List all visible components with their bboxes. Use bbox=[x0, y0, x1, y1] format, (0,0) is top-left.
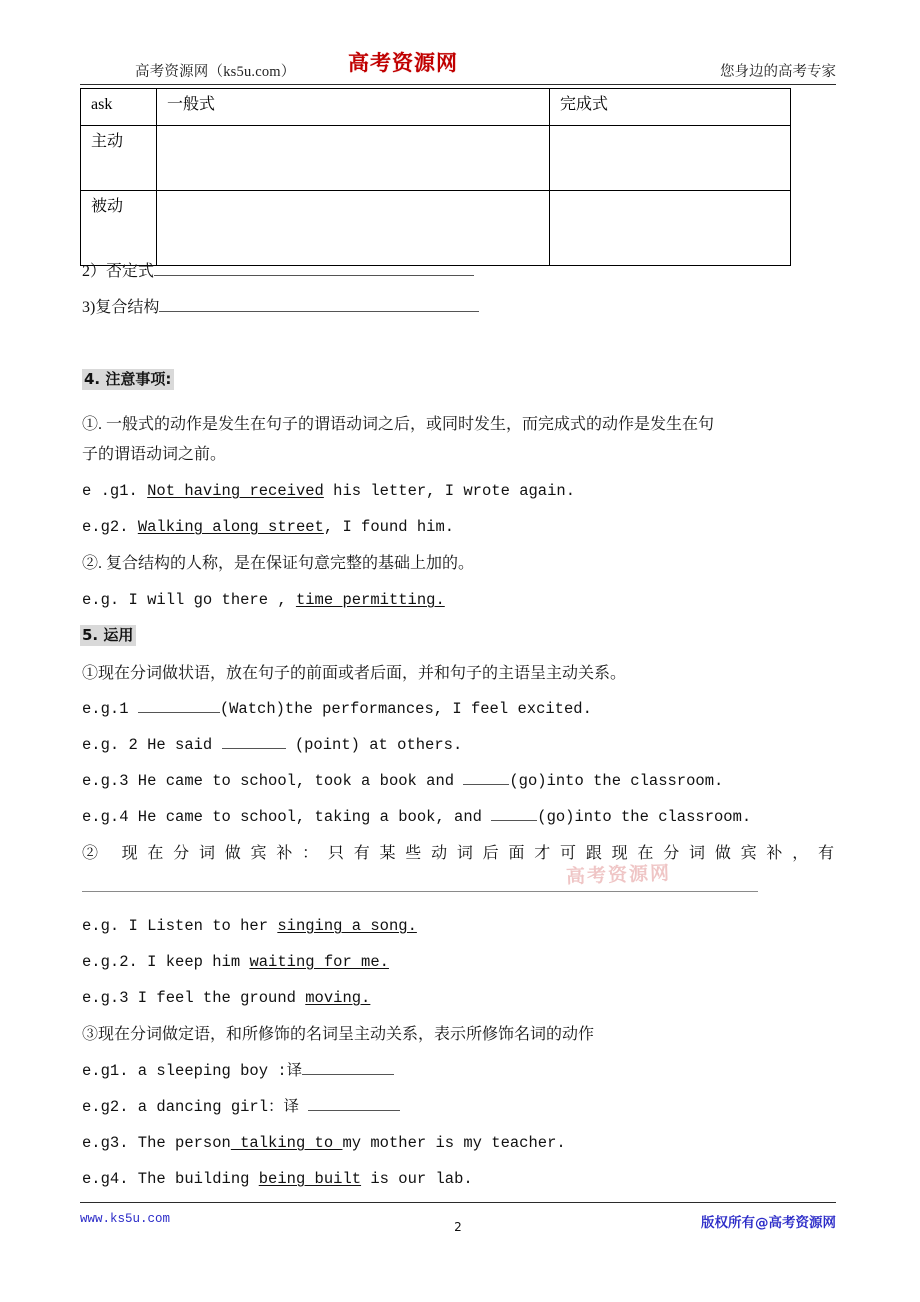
form-item-negative bbox=[82, 260, 474, 284]
example-suffix: (go)into the classroom. bbox=[537, 808, 752, 826]
table-cell-passive-perfect[interactable] bbox=[550, 191, 791, 266]
example-prefix: e.g.3 He came to school, took a book and bbox=[82, 772, 464, 790]
table-row bbox=[81, 89, 791, 126]
header-logo: 高考资源网 bbox=[348, 50, 458, 75]
table-cell-active-general[interactable] bbox=[157, 126, 550, 191]
form-item-compound bbox=[82, 296, 479, 320]
example-prefix: e.g2. a dancing girl：译 bbox=[82, 1098, 309, 1116]
section-5-item-2: ② 现在分词做宾补：只有某些动词后面才可跟现在分词做宾补，有 bbox=[82, 845, 834, 862]
example-underlined: moving. bbox=[305, 989, 371, 1007]
table-header-general: 一般式 bbox=[157, 89, 550, 126]
page-number: 2 bbox=[454, 1220, 462, 1234]
example-prefix: e.g. 2 He said bbox=[82, 736, 222, 754]
form-item-label: 否定式 bbox=[106, 263, 155, 280]
example-underlined: Not having received bbox=[147, 482, 324, 500]
fill-in-blank[interactable] bbox=[222, 748, 286, 749]
example-suffix: , I found him. bbox=[323, 518, 455, 536]
section-4-point-2: ②. 复合结构的人称，是在保证句意完整的基础上加的。 bbox=[82, 555, 475, 572]
fill-in-blank[interactable] bbox=[138, 712, 220, 713]
example-underlined: time permitting. bbox=[295, 591, 445, 609]
footer-divider bbox=[80, 1202, 836, 1203]
section-4-example-3 bbox=[82, 589, 445, 612]
section-5-heading-wrap bbox=[80, 624, 136, 648]
form-item-number: 2） bbox=[82, 263, 107, 280]
example-prefix: e.g.2. I keep him bbox=[82, 953, 250, 971]
example-prefix: e.g3. The person bbox=[82, 1134, 231, 1152]
example-prefix: e.g.4 He came to school, taking a book, and bbox=[82, 808, 492, 826]
table-header-verb: ask bbox=[81, 89, 157, 126]
section-5-example-9 bbox=[82, 1096, 400, 1119]
form-item-number: 3) bbox=[82, 299, 96, 316]
example-prefix: e.g.1 bbox=[82, 700, 138, 718]
table-row-label-active: 主动 bbox=[81, 126, 157, 191]
example-prefix: e.g1. a sleeping boy :译 bbox=[82, 1062, 303, 1080]
example-suffix: his letter, I wrote again. bbox=[323, 482, 576, 500]
table-header-perfect: 完成式 bbox=[550, 89, 791, 126]
header-site-name: 高考资源网（ks5u.com） bbox=[135, 64, 296, 80]
example-underlined: singing a song. bbox=[277, 917, 417, 935]
verb-form-table bbox=[80, 88, 791, 266]
answer-rule bbox=[82, 891, 758, 892]
section-5-example-2 bbox=[82, 734, 462, 757]
section-5-example-5 bbox=[82, 915, 417, 938]
example-suffix: (go)into the classroom. bbox=[509, 772, 724, 790]
table-cell-passive-general[interactable] bbox=[157, 191, 550, 266]
section-4-example-2 bbox=[82, 516, 454, 539]
example-suffix: (point) at others. bbox=[285, 736, 463, 754]
example-prefix: e.g. I will go there , bbox=[82, 591, 296, 609]
section-5-example-4 bbox=[82, 806, 751, 829]
section-5-heading: 5. 运用 bbox=[80, 625, 136, 646]
example-underlined: being built bbox=[258, 1170, 362, 1188]
example-suffix: (Watch)the performances, I feel excited. bbox=[219, 700, 592, 718]
example-underlined: waiting for me. bbox=[249, 953, 389, 971]
table-cell-active-perfect[interactable] bbox=[550, 126, 791, 191]
fill-in-blank[interactable] bbox=[463, 784, 509, 785]
page-header bbox=[80, 52, 836, 84]
section-5-example-1 bbox=[82, 698, 592, 721]
section-5-example-8 bbox=[82, 1060, 394, 1083]
fill-in-blank[interactable] bbox=[302, 1074, 394, 1075]
section-5-item-3: ③现在分词做定语，和所修饰的名词呈主动关系，表示所修饰名词的动作 bbox=[82, 1026, 595, 1043]
header-tagline: 您身边的高考专家 bbox=[720, 64, 836, 80]
page-footer bbox=[80, 1208, 836, 1248]
fill-in-blank[interactable] bbox=[308, 1110, 400, 1111]
example-prefix: e .g1. bbox=[82, 482, 148, 500]
footer-url[interactable]: www.ks5u.com bbox=[80, 1212, 171, 1226]
section-5-example-11 bbox=[82, 1168, 473, 1191]
page-watermark: 高考资源网 bbox=[565, 862, 672, 888]
section-4-point-1: ①. 一般式的动作是发生在句子的谓语动词之后，或同时发生，而完成式的动作是发生在句 bbox=[82, 416, 715, 433]
section-5-example-10 bbox=[82, 1132, 566, 1155]
example-prefix: e.g4. The building bbox=[82, 1170, 259, 1188]
table-row-label-passive: 被动 bbox=[81, 191, 157, 266]
example-suffix: is our lab. bbox=[361, 1170, 473, 1188]
example-suffix: my mother is my teacher. bbox=[342, 1134, 566, 1152]
footer-copyright: 版权所有@高考资源网 bbox=[701, 1215, 836, 1231]
section-4-example-1 bbox=[82, 480, 575, 503]
table-row bbox=[81, 191, 791, 266]
example-underlined: Walking along street bbox=[137, 518, 324, 536]
fill-in-blank[interactable] bbox=[154, 275, 474, 276]
example-prefix: e.g. I Listen to her bbox=[82, 917, 278, 935]
example-underlined: talking to bbox=[230, 1134, 343, 1152]
example-prefix: e.g2. bbox=[82, 518, 138, 536]
fill-in-blank[interactable] bbox=[159, 311, 479, 312]
form-item-label: 复合结构 bbox=[95, 299, 160, 316]
section-5-item-1: ①现在分词做状语，放在句子的前面或者后面，并和句子的主语呈主动关系。 bbox=[82, 665, 627, 682]
section-5-example-6 bbox=[82, 951, 389, 974]
header-divider bbox=[80, 84, 836, 85]
fill-in-blank[interactable] bbox=[491, 820, 537, 821]
example-prefix: e.g.3 I feel the ground bbox=[82, 989, 306, 1007]
section-5-example-7 bbox=[82, 987, 370, 1010]
section-4-heading: 4. 注意事项: bbox=[82, 369, 174, 390]
section-5-example-3 bbox=[82, 770, 723, 793]
table-row bbox=[81, 126, 791, 191]
section-4-point-1-cont: 子的谓语动词之前。 bbox=[82, 446, 227, 463]
section-4-heading-wrap bbox=[82, 368, 174, 392]
